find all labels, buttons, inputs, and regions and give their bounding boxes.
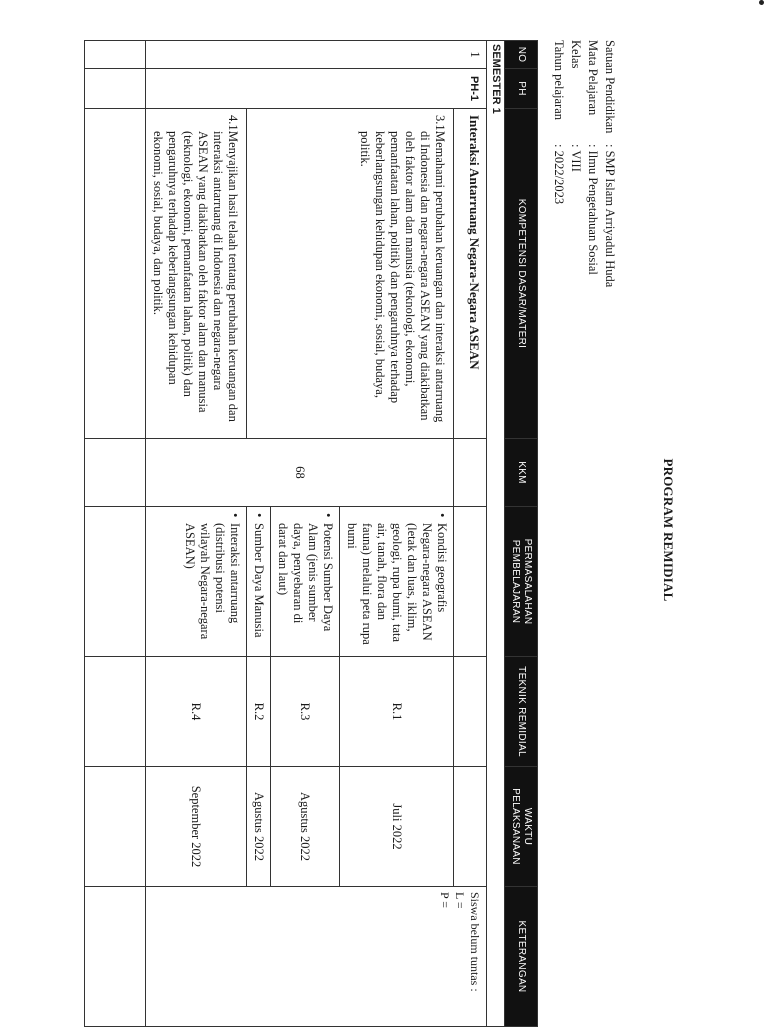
semester-label: SEMESTER 1	[487, 41, 505, 1027]
document-title: PROGRAM REMIDIAL	[661, 458, 676, 602]
meta-label: Satuan Pendidikan	[603, 40, 617, 134]
bullet: •	[435, 513, 449, 518]
bullet: •	[321, 513, 335, 518]
header-waktu: WAKTU PELAKSANAAN	[505, 767, 538, 887]
header-kompetensi: KOMPETENSI DASAR/MATERI	[505, 109, 538, 439]
waktu-value: Agustus 2022	[271, 767, 340, 887]
keterangan-p: P =	[438, 892, 452, 908]
empty-cell	[85, 109, 146, 439]
meta-label: Kelas	[569, 40, 583, 69]
meta-label: Tahun pelajaran	[552, 40, 566, 120]
empty-cell	[85, 439, 146, 507]
header-kkm: KKM	[505, 439, 538, 507]
topic-kkm-cell	[454, 439, 487, 507]
meta-row	[550, 40, 567, 287]
kd-text: Menyajikan hasil telaah tentang perubahan keruangan dan interaksi antarruang di Indonesia dan negara-negara ASEAN yang diakibatkan oleh faktor alam dan manusia (teknologi, ekonomi, pemanfaatan lahan, politik) dan pengaruhnya terhadap keberlangsungan kehidupan ekonomi, sosial, budaya, dan politik.	[151, 131, 240, 422]
row-ph: PH-1	[146, 69, 487, 109]
bullet: •	[228, 513, 242, 518]
waktu-value: Agustus 2022	[247, 767, 271, 887]
table-header-row	[505, 41, 538, 1027]
meta-value: : VIII	[569, 144, 583, 172]
keterangan-cell	[146, 887, 487, 1027]
bullet: •	[252, 513, 266, 518]
teknik-value: R.2	[247, 657, 271, 767]
teknik-value: R.1	[340, 657, 454, 767]
permasalahan-text: Interaksi antarruang (distribusi potensi wilayah Negara-negara ASEAN)	[183, 523, 242, 640]
kd-4-1-cell	[146, 109, 247, 439]
topic-waktu-cell	[454, 767, 487, 887]
remedial-table	[84, 40, 538, 1027]
header-keterangan: KETERANGAN	[505, 887, 538, 1027]
permasalahan-text: Sumber Daya Manusia	[252, 523, 266, 638]
table-row	[146, 41, 247, 1027]
row-number: 1	[146, 41, 487, 69]
teknik-value: R.3	[271, 657, 340, 767]
semester-row	[487, 41, 505, 1027]
kd-number: 3.1.	[433, 115, 447, 134]
scan-speck	[759, 0, 764, 5]
empty-row	[85, 41, 146, 1027]
header-no: NO	[505, 41, 538, 69]
header-permasalahan: PERMASALAHAN PEMBELAJARAN	[505, 507, 538, 657]
empty-cell	[85, 41, 146, 69]
teknik-value: R.4	[146, 657, 247, 767]
topic-permasalahan-cell	[454, 507, 487, 657]
empty-cell	[85, 507, 146, 657]
permasalahan-item	[340, 507, 454, 657]
kd-3-1-cell	[247, 109, 454, 439]
topic-teknik-cell	[454, 657, 487, 767]
empty-cell	[85, 69, 146, 109]
permasalahan-item	[146, 507, 247, 657]
meta-row	[601, 40, 618, 287]
meta-value: : Ilmu Pengetahuan Sosial	[586, 144, 600, 275]
permasalahan-item	[271, 507, 340, 657]
permasalahan-text: Kondisi geografis Negara-negara ASEAN (letak dan luas, iklim, geologi, rupa bumi, tata air, tanah, flora dan fauna) melalui peta rupa bumi	[345, 523, 449, 645]
topic-row	[454, 41, 487, 1027]
empty-cell	[85, 887, 146, 1027]
meta-row	[567, 40, 584, 287]
waktu-value: Juli 2022	[340, 767, 454, 887]
empty-cell	[85, 657, 146, 767]
permasalahan-item	[247, 507, 271, 657]
table-row	[340, 41, 454, 1027]
keterangan-l: L =	[453, 892, 467, 909]
keterangan-text: Siswa belum tuntas :	[468, 892, 482, 992]
topic-title: Interaksi Antarruang Negara-Negara ASEAN	[454, 109, 487, 439]
kd-text: Memahami perubahan keruangan dan interaksi antarruang di Indonesia dan negara-negara ASEAN yang diakibatkan oleh faktor alam dan manusia (teknologi, ekonomi, pemanfaatan lahan, politik) dan pengaruhnya terhadap keberlangsungan kehidupan ekonomi, sosial, budaya, politik.	[358, 131, 447, 423]
empty-cell	[85, 767, 146, 887]
kkm-value: 68	[146, 439, 454, 507]
header-ph: PH	[505, 69, 538, 109]
header-teknik: TEKNIK REMIDIAL	[505, 657, 538, 767]
kd-number: 4.1.	[226, 115, 240, 134]
meta-label: Mata Pelajaran	[586, 40, 600, 116]
meta-row	[584, 40, 601, 287]
permasalahan-text: Potensi Sumber Daya Alam (jenis sumber daya, penyebaran di darat dan laut)	[276, 523, 335, 632]
meta-value: : SMP Islam Arriyadul Huda	[603, 144, 617, 288]
waktu-value: September 2022	[146, 767, 247, 887]
document-meta	[550, 40, 618, 287]
meta-value: : 2022/2023	[552, 144, 566, 205]
